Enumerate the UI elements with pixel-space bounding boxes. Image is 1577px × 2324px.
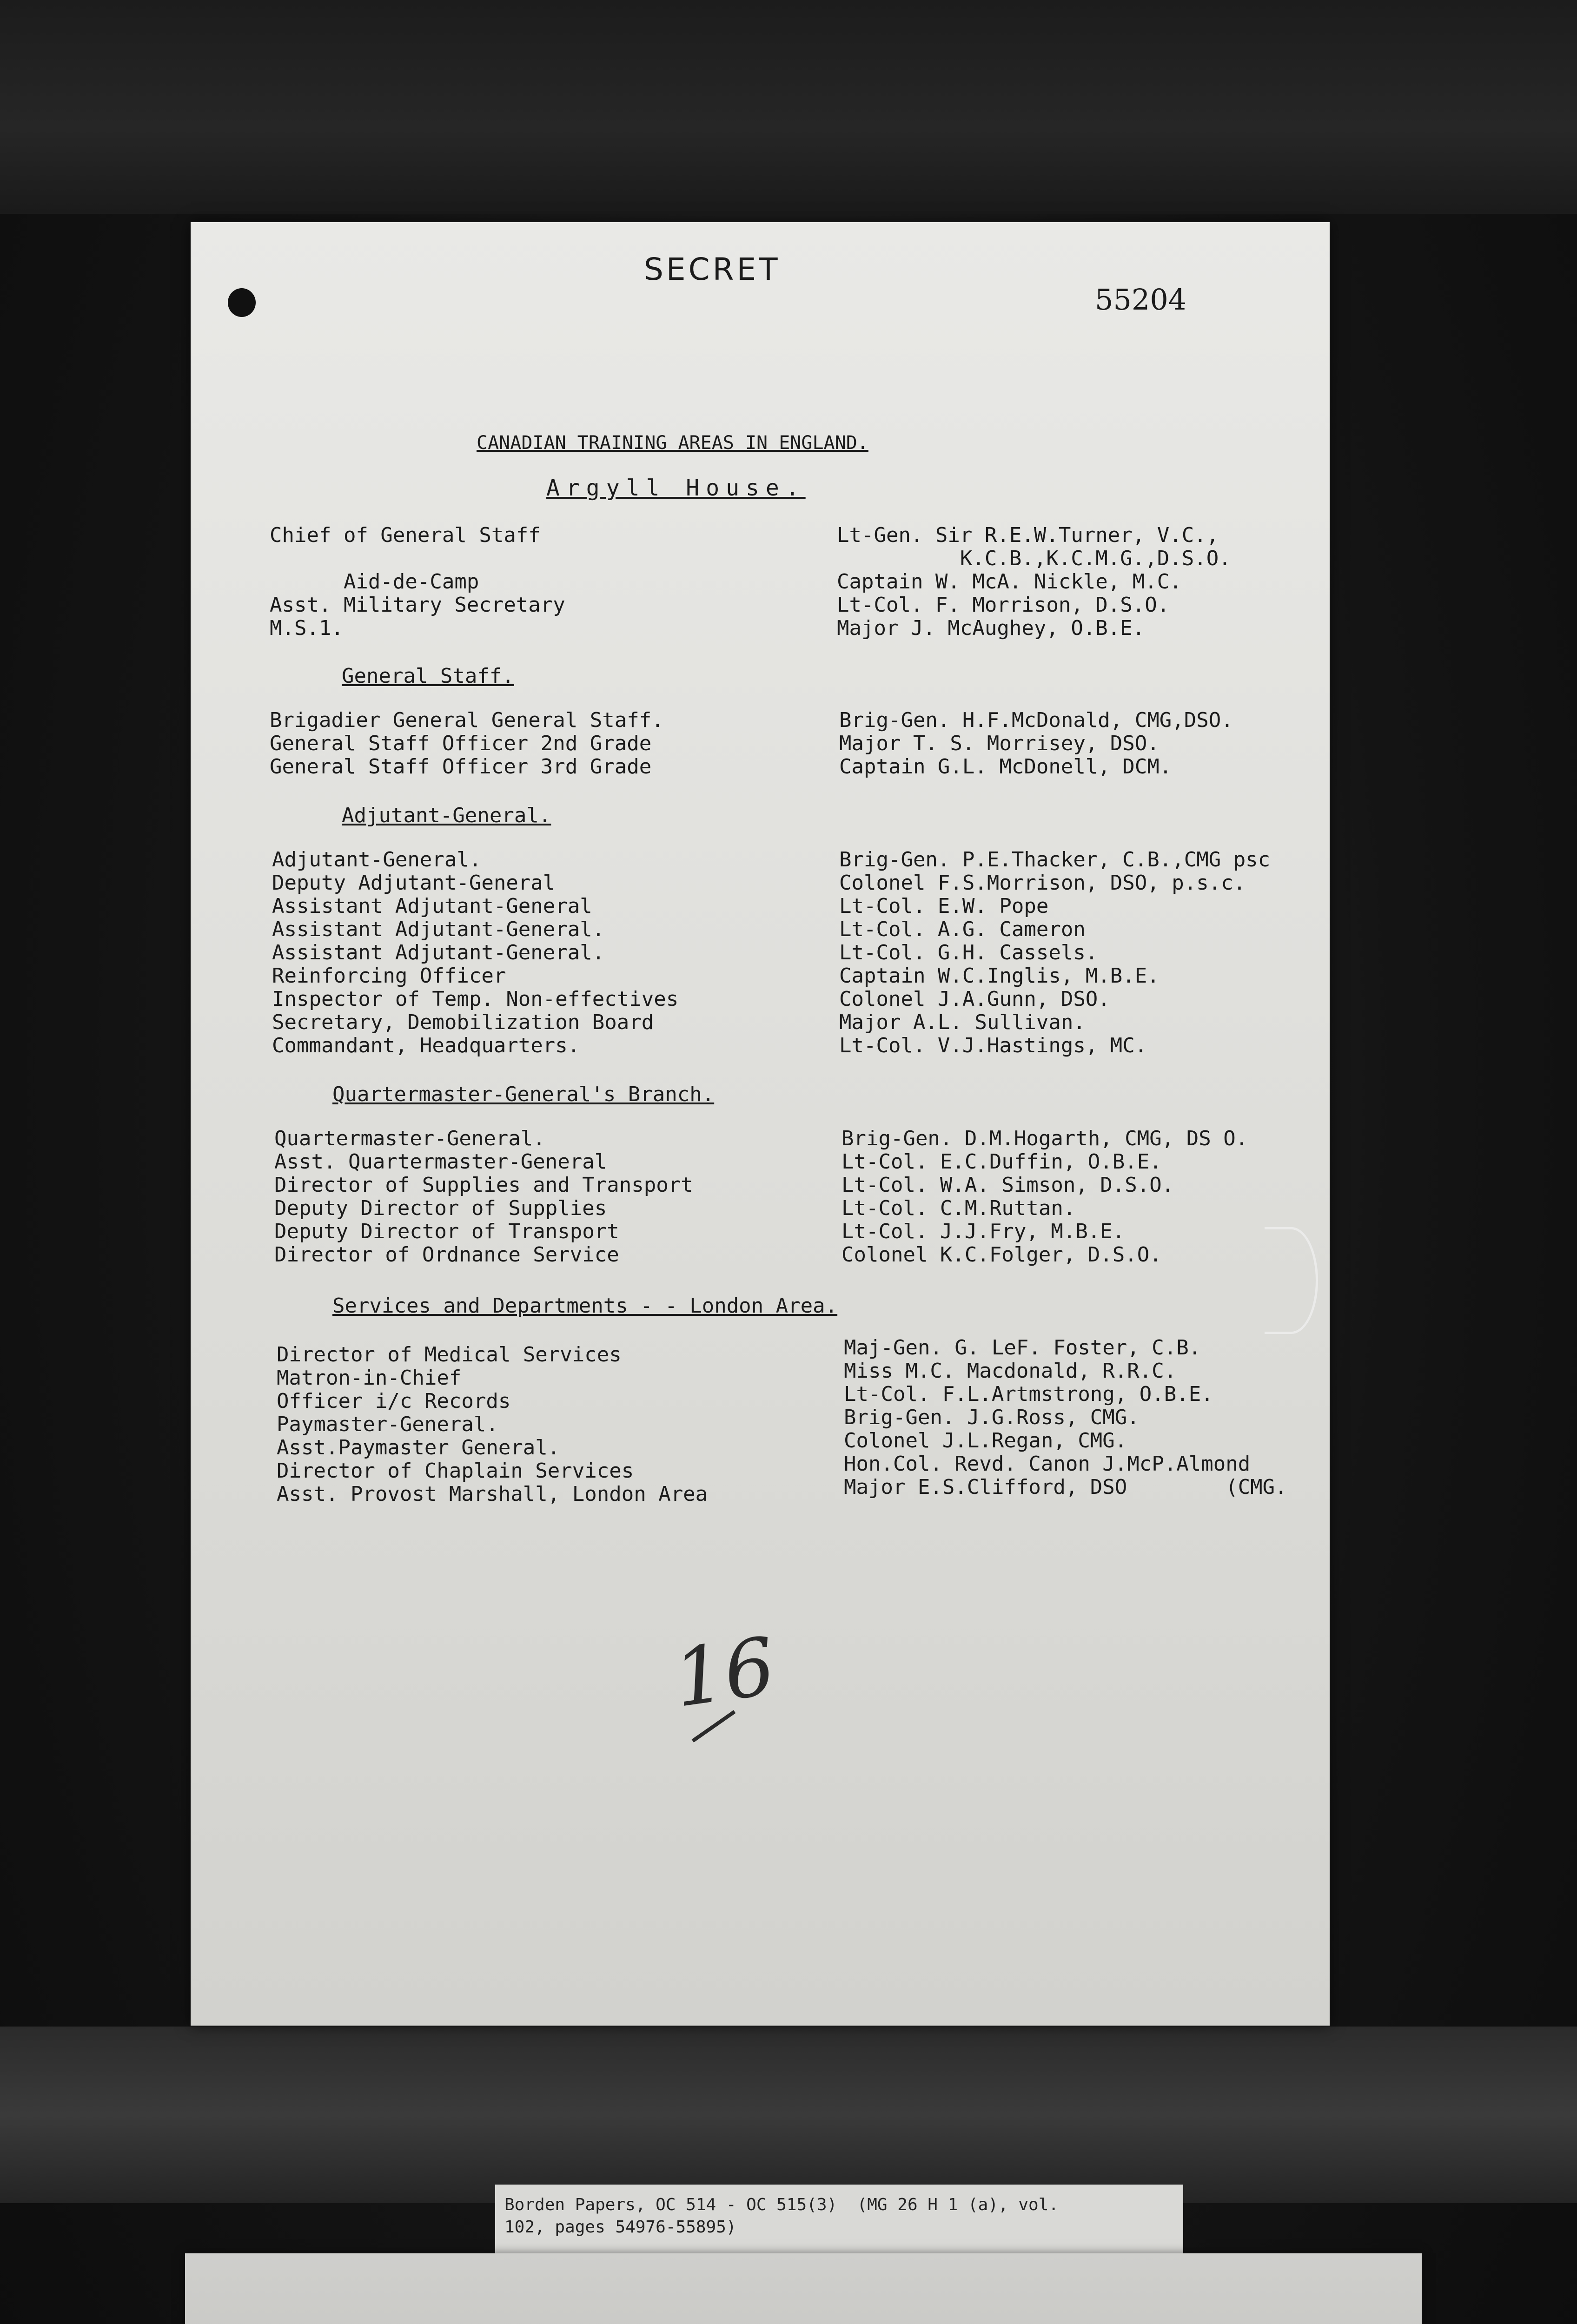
row-right: Major E.S.Clifford, DSO (CMG. [844, 1476, 1287, 1499]
row-left: Commandant, Headquarters. [272, 1034, 580, 1057]
citation-line-1: Borden Papers, OC 514 - OC 515(3) (MG 26 H 1 (a), vol. [504, 2195, 1059, 2214]
row-left: General Staff Officer 3rd Grade [270, 755, 652, 779]
row-right: Maj-Gen. G. LeF. Foster, C.B. [844, 1336, 1201, 1360]
handwritten-number: 16 [668, 1620, 781, 1726]
row-left: Matron-in-Chief [277, 1366, 462, 1390]
row-right: Hon.Col. Revd. Canon J.McP.Almond [844, 1452, 1251, 1476]
row-right: Captain W.C.Inglis, M.B.E. [839, 964, 1160, 988]
row-left: Paymaster-General. [277, 1413, 498, 1436]
row-left: Brigadier General General Staff. [270, 708, 664, 732]
row-right: Brig-Gen. D.M.Hogarth, CMG, DS O. [842, 1127, 1248, 1150]
section-heading-services: Services and Departments - - London Area. [332, 1294, 838, 1318]
row-right: Major A.L. Sullivan. [839, 1011, 1086, 1034]
section-heading-general-staff: General Staff. [342, 664, 514, 688]
document-title: CANADIAN TRAINING AREAS IN ENGLAND. [477, 432, 868, 454]
archives-stamp [185, 2253, 1422, 2324]
row-left: General Staff Officer 2nd Grade [270, 732, 652, 755]
row-right: Lt-Col. V.J.Hastings, MC. [839, 1034, 1147, 1057]
row-left: Director of Ordnance Service [274, 1243, 619, 1267]
row-right: Major T. S. Morrisey, DSO. [839, 732, 1160, 755]
row-right: Miss M.C. Macdonald, R.R.C. [844, 1360, 1177, 1383]
citation-label [495, 2185, 1183, 2264]
row-right: Lt-Col. G.H. Cassels. [839, 941, 1098, 964]
row-right: Colonel J.A.Gunn, DSO. [839, 988, 1110, 1011]
row-left: Asst. Quartermaster-General [274, 1150, 607, 1174]
page-number: 55204 [1095, 283, 1187, 317]
entry-left-2: Aid-de-Camp [270, 570, 479, 594]
row-right: Lt-Col. C.M.Ruttan. [842, 1197, 1076, 1220]
secret-label: SECRET [644, 251, 781, 287]
row-left: Director of Supplies and Transport [274, 1173, 693, 1197]
row-left: Asst.Paymaster General. [277, 1436, 560, 1459]
row-left: Adjutant-General. [272, 848, 482, 872]
row-right: Captain G.L. McDonell, DCM. [839, 755, 1172, 779]
entry-right-1: K.C.B.,K.C.M.G.,D.S.O. [837, 547, 1231, 570]
row-left: Deputy Adjutant-General [272, 871, 556, 895]
row-right: Colonel F.S.Morrison, DSO, p.s.c. [839, 872, 1246, 895]
document-subtitle: Argyll House. [546, 475, 806, 501]
row-right: Lt-Col. E.C.Duffin, O.B.E. [842, 1150, 1162, 1174]
row-right: Colonel K.C.Folger, D.S.O. [842, 1243, 1162, 1267]
film-strip-top [0, 0, 1577, 214]
row-left: Director of Medical Services [277, 1343, 622, 1367]
row-right: Brig-Gen. H.F.McDonald, CMG,DSO. [839, 709, 1233, 732]
row-right: Colonel J.L.Regan, CMG. [844, 1429, 1127, 1452]
row-right: Lt-Col. W.A. Simson, D.S.O. [842, 1174, 1174, 1197]
entry-right-2: Captain W. McA. Nickle, M.C. [837, 570, 1182, 594]
film-strip-middle [0, 2027, 1577, 2203]
row-left: Director of Chaplain Services [277, 1459, 634, 1483]
row-left: Secretary, Demobilization Board [272, 1010, 654, 1034]
entry-right-3: Lt-Col. F. Morrison, D.S.O. [837, 594, 1170, 617]
row-right: Lt-Col. J.J.Fry, M.B.E. [842, 1220, 1125, 1243]
section-heading-quartermaster: Quartermaster-General's Branch. [332, 1083, 715, 1106]
row-left: Deputy Director of Supplies [274, 1196, 607, 1220]
row-left: Inspector of Temp. Non-effectives [272, 987, 679, 1011]
row-left: Reinforcing Officer [272, 964, 506, 988]
row-left: Assistant Adjutant-General. [272, 941, 605, 964]
citation-line-2: 102, pages 54976-55895) [504, 2218, 736, 2237]
row-left: Deputy Director of Transport [274, 1220, 619, 1243]
row-left: Officer i/c Records [277, 1389, 511, 1413]
margin-scribble [1265, 1227, 1318, 1334]
row-right: Brig-Gen. P.E.Thacker, C.B.,CMG psc [839, 848, 1271, 872]
row-right: Brig-Gen. J.G.Ross, CMG. [844, 1406, 1140, 1429]
row-left: Quartermaster-General. [274, 1127, 545, 1150]
entry-left-3: Asst. Military Secretary [270, 593, 565, 617]
entry-right-0: Lt-Gen. Sir R.E.W.Turner, V.C., [837, 524, 1219, 547]
entry-left-0: Chief of General Staff [270, 523, 541, 547]
row-right: Lt-Col. A.G. Cameron [839, 918, 1086, 941]
row-right: Lt-Col. F.L.Artmstrong, O.B.E. [844, 1383, 1213, 1406]
entry-left-4: M.S.1. [270, 616, 344, 640]
row-right: Lt-Col. E.W. Pope [839, 895, 1049, 918]
entry-right-4: Major J. McAughey, O.B.E. [837, 617, 1145, 640]
section-heading-adjutant-general: Adjutant-General. [342, 804, 551, 827]
punch-hole [228, 288, 256, 317]
row-left: Asst. Provost Marshall, London Area [277, 1482, 708, 1506]
row-left: Assistant Adjutant-General [272, 894, 592, 918]
row-left: Assistant Adjutant-General. [272, 918, 605, 941]
